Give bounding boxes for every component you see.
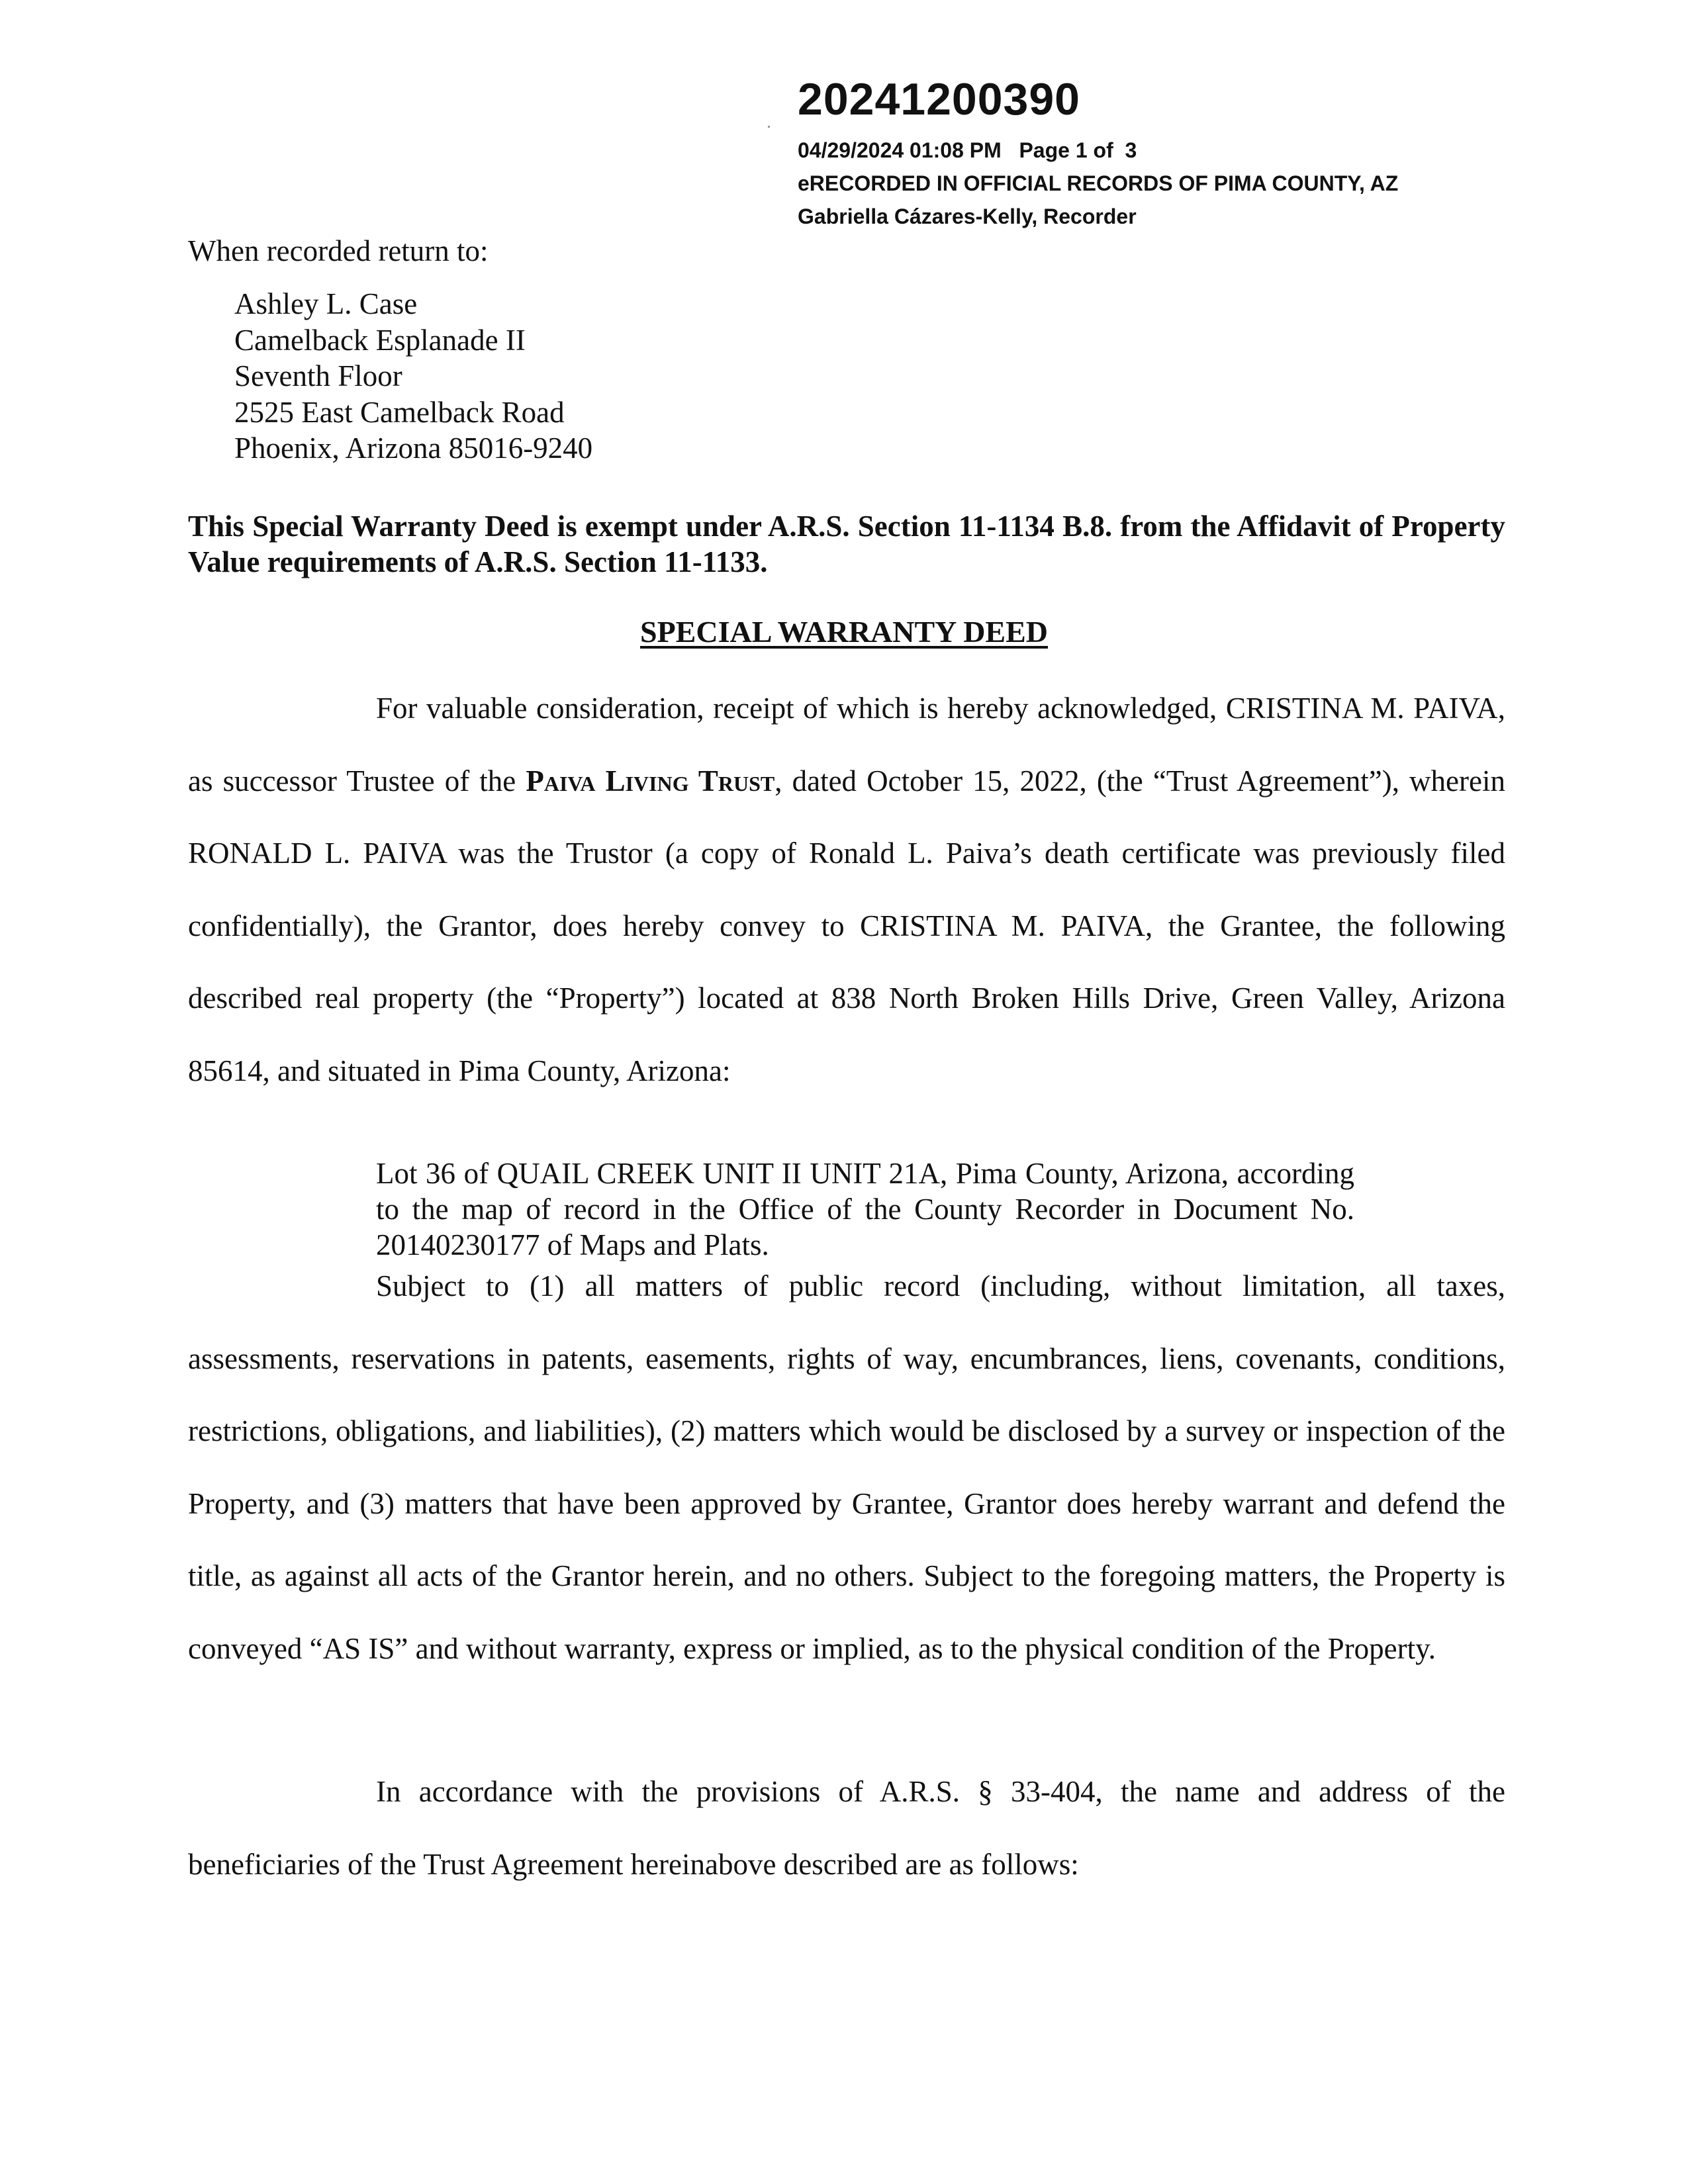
scan-speck — [768, 126, 770, 128]
subject-to-text: Subject to (1) all matters of public record (including, without limitation, all taxes, assessments, reservations in patents, easements, rights of way, encumbrances, liens, covenants, conditions, restrictions, obligations, and liabilities), (2) matters which would be disclosed by a survey or inspection of the Property, and (3) matters that have been approved by Grantee, Grantor does hereby warrant and defend the title, as against all acts of the Grantor herein, and no others. Subject to the foregoing matters, the Property is conveyed “AS IS” and without warranty, express or implied, as to the physical condition of the Property. — [188, 1269, 1505, 1665]
conveyance-text-start: For valuable consideration, receipt of which is hereby acknowledged, CRISTINA M. PAIVA, as successor Trustee of the — [188, 692, 1505, 797]
recording-stamp — [798, 73, 1398, 233]
return-address-line: Phoenix, Arizona 85016-9240 — [234, 432, 593, 465]
return-address-line: Seventh Floor — [234, 359, 402, 392]
recorder-name: Gabriella Cázares-Kelly, Recorder — [798, 205, 1137, 228]
recording-office: eRECORDED IN OFFICIAL RECORDS OF PIMA COUNTY, AZ — [798, 171, 1399, 195]
return-address — [234, 286, 592, 467]
return-address-line: 2525 East Camelback Road — [234, 395, 565, 429]
subject-to-paragraph — [188, 1250, 1505, 1685]
return-to-label: When recorded return to: — [188, 234, 489, 267]
return-address-line: Camelback Esplanade II — [234, 323, 526, 357]
recording-datetime-page: 04/29/2024 01:08 PM Page 1 of 3 — [798, 138, 1137, 162]
beneficiaries-paragraph — [188, 1756, 1505, 1901]
exemption-statement: This Special Warranty Deed is exempt under A.R.S. Section 11-1134 B.8. from the Affidavit of Property Value requirements of A.R.S. Section 11-1133. — [188, 510, 1505, 578]
conveyance-text-end: , dated October 15, 2022, (the “Trust Agreement”), wherein RONALD L. PAIVA was the Trustor (a copy of Ronald L. Paiva’s death certificate was previously filed confidentially), the Grantor, does hereby convey to CRISTINA M. PAIVA, the Grantee, the following described real property (the “Property”) located at 838 North Broken Hills Drive, Green Valley, Arizona 85614, and situated in Pima County, Arizona: — [188, 764, 1505, 1087]
beneficiaries-text: In accordance with the provisions of A.R.S. § 33-404, the name and address of the beneficiaries of the Trust Agreement hereinabove described are as follows: — [188, 1775, 1505, 1881]
document-title: SPECIAL WARRANTY DEED — [639, 615, 1048, 649]
recording-number: 20241200390 — [798, 74, 1081, 124]
conveyance-paragraph — [188, 672, 1505, 1107]
return-address-line: Ashley L. Case — [234, 287, 418, 320]
legal-description: Lot 36 of QUAIL CREEK UNIT II UNIT 21A, Pima County, Arizona, according to the map of record in the Office of the County Recorder in Document No. 20140230177 of Maps and Plats. — [376, 1157, 1354, 1261]
trust-name: Paiva Living Trust — [526, 764, 775, 797]
